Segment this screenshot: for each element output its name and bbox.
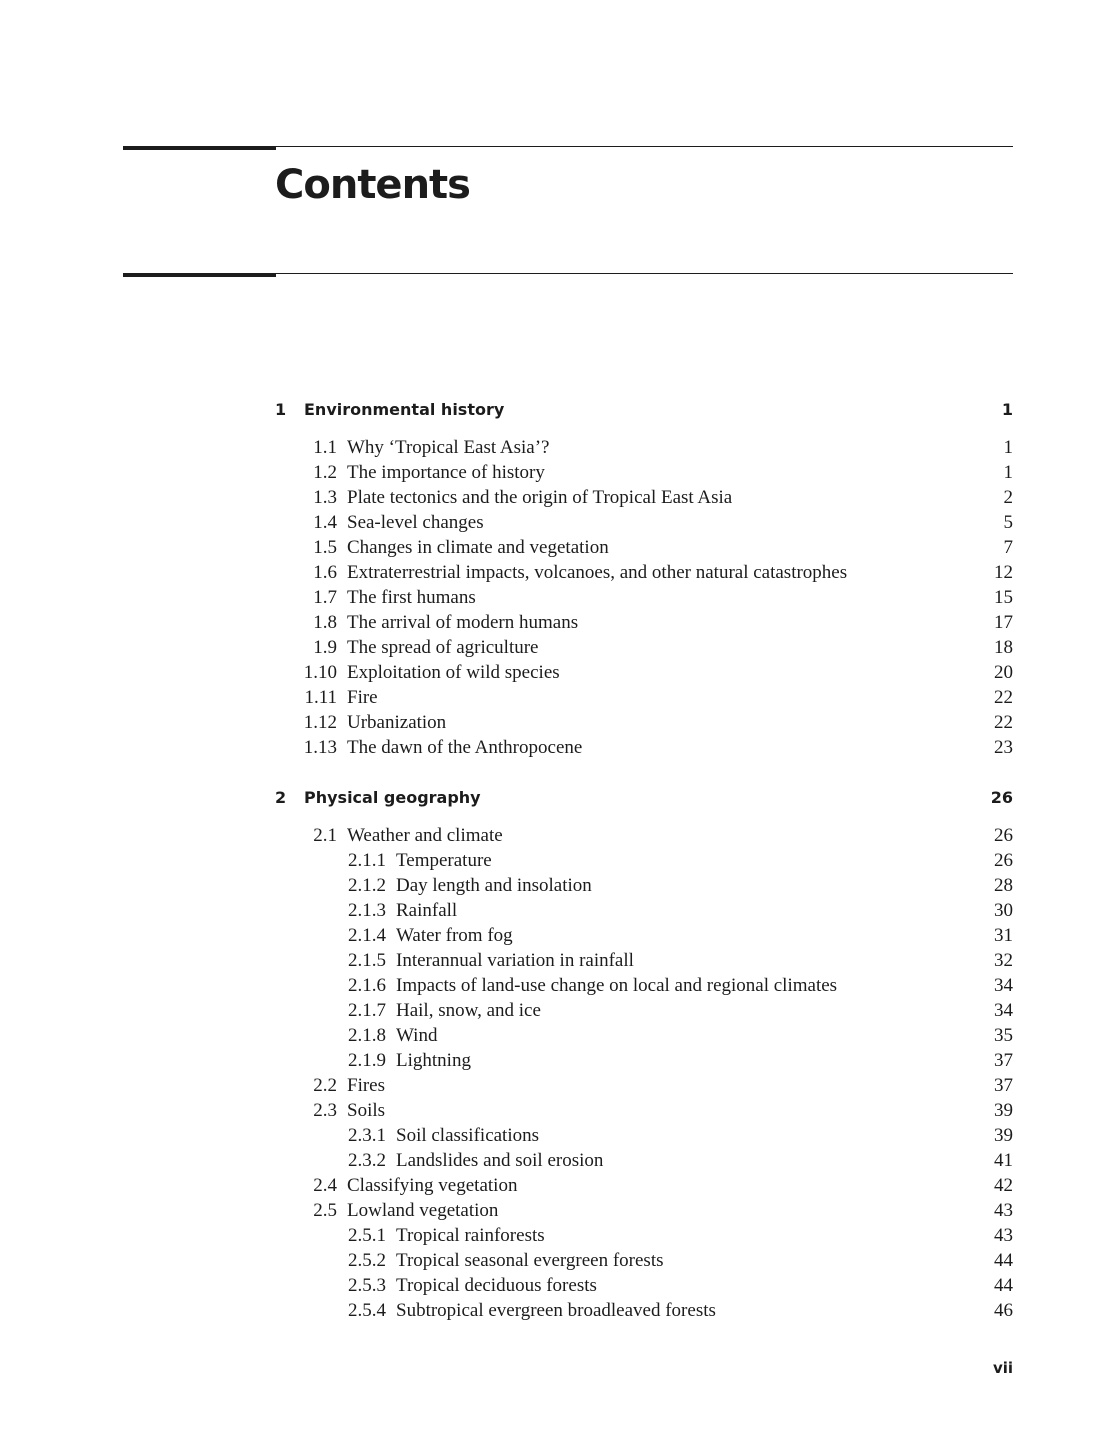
- entry-number: 2.1.8: [348, 1025, 386, 1046]
- toc-section[interactable]: [0, 736, 1013, 760]
- entry-page: 37: [994, 1075, 1013, 1096]
- entry-title: Wind: [396, 1025, 438, 1046]
- entry-title: Soils: [347, 1100, 386, 1121]
- entry-number: 1.2: [313, 462, 337, 483]
- entry-page: 35: [994, 1025, 1013, 1046]
- toc-subsection[interactable]: [0, 1274, 1013, 1298]
- entry-title: Temperature: [396, 850, 492, 871]
- toc-subsection[interactable]: [0, 1049, 1013, 1073]
- toc-subsection[interactable]: [0, 949, 1013, 973]
- entry-page: 2: [1003, 487, 1013, 508]
- entry-title: Water from fog: [396, 925, 513, 946]
- entry-title: The first humans: [347, 587, 476, 608]
- entry-number: 2.1.4: [348, 925, 386, 946]
- entry-page: 22: [994, 712, 1013, 733]
- toc-subsection[interactable]: [0, 1124, 1013, 1148]
- entry-number: 2.3: [313, 1100, 337, 1121]
- entry-page: 44: [994, 1275, 1013, 1296]
- entry-title: Hail, snow, and ice: [396, 1000, 541, 1021]
- entry-title: Lightning: [396, 1050, 471, 1071]
- entry-number: 2.3.2: [348, 1150, 386, 1171]
- toc-subsection[interactable]: [0, 924, 1013, 948]
- entry-page: 12: [994, 562, 1013, 583]
- toc-chapter[interactable]: [275, 398, 1013, 422]
- entry-number: 2.1.9: [348, 1050, 386, 1071]
- entry-number: 2.1.6: [348, 975, 386, 996]
- entry-title: Fires: [347, 1075, 385, 1096]
- entry-title: Tropical deciduous forests: [396, 1275, 597, 1296]
- toc-subsection[interactable]: [0, 1249, 1013, 1273]
- entry-title: Subtropical evergreen broadleaved forests: [396, 1300, 716, 1321]
- header-rule-thick: [123, 146, 276, 150]
- entry-title: Tropical seasonal evergreen forests: [396, 1250, 664, 1271]
- toc-section[interactable]: [0, 1099, 1013, 1123]
- entry-page: 23: [994, 737, 1013, 758]
- entry-title: Day length and insolation: [396, 875, 592, 896]
- toc-subsection[interactable]: [0, 999, 1013, 1023]
- entry-page: 42: [994, 1175, 1013, 1196]
- entry-number: 2.1.2: [348, 875, 386, 896]
- toc-section[interactable]: [0, 511, 1013, 535]
- header-rule-thin: [276, 146, 1013, 147]
- toc-section[interactable]: [0, 1174, 1013, 1198]
- entry-page: 5: [1003, 512, 1013, 533]
- toc-section[interactable]: [0, 711, 1013, 735]
- toc-subsection[interactable]: [0, 1224, 1013, 1248]
- entry-number: 1.6: [313, 562, 337, 583]
- entry-page: 17: [994, 612, 1013, 633]
- chapter-page: 1: [1001, 400, 1013, 419]
- page-title: Contents: [275, 162, 470, 208]
- entry-page: 37: [994, 1050, 1013, 1071]
- entry-title: The importance of history: [347, 462, 545, 483]
- entry-page: 22: [994, 687, 1013, 708]
- entry-number: 2.5.3: [348, 1275, 386, 1296]
- toc-section[interactable]: [0, 636, 1013, 660]
- entry-title: Why ‘Tropical East Asia’?: [347, 437, 550, 458]
- entry-number: 1.12: [303, 712, 337, 733]
- entry-title: Rainfall: [396, 900, 458, 921]
- toc-section[interactable]: [0, 686, 1013, 710]
- entry-number: 2.5.1: [348, 1225, 386, 1246]
- toc-subsection[interactable]: [0, 1299, 1013, 1323]
- entry-title: Impacts of land-use change on local and regional climates: [396, 975, 838, 996]
- entry-page: 34: [994, 975, 1013, 996]
- entry-page: 15: [994, 587, 1013, 608]
- entry-page: 28: [994, 875, 1013, 896]
- entry-title: The arrival of modern humans: [347, 612, 579, 633]
- entry-page: 26: [994, 850, 1013, 871]
- chapter-title: Physical geography: [304, 788, 481, 807]
- entry-number: 2.2: [313, 1075, 337, 1096]
- toc-section[interactable]: [0, 486, 1013, 510]
- entry-number: 1.1: [313, 437, 337, 458]
- entry-number: 1.3: [313, 487, 337, 508]
- toc-subsection[interactable]: [0, 899, 1013, 923]
- entry-page: 7: [1003, 537, 1013, 558]
- entry-number: 2.5: [313, 1200, 337, 1221]
- entry-title: Sea-level changes: [347, 512, 484, 533]
- entry-page: 26: [994, 825, 1013, 846]
- entry-number: 2.5.4: [348, 1300, 386, 1321]
- entry-title: Weather and climate: [347, 825, 503, 846]
- toc-subsection[interactable]: [0, 1024, 1013, 1048]
- entry-page: 44: [994, 1250, 1013, 1271]
- entry-title: The spread of agriculture: [347, 637, 539, 658]
- entry-page: 41: [994, 1150, 1013, 1171]
- entry-number: 1.11: [304, 687, 337, 708]
- entry-page: 34: [994, 1000, 1013, 1021]
- title-rule-thick: [123, 273, 276, 277]
- entry-page: 39: [994, 1125, 1013, 1146]
- entry-title: Extraterrestrial impacts, volcanoes, and other natural catastrophes: [347, 562, 848, 583]
- toc-subsection[interactable]: [0, 874, 1013, 898]
- chapter-title: Environmental history: [304, 400, 505, 419]
- toc-section[interactable]: [0, 661, 1013, 685]
- toc-chapter[interactable]: [275, 786, 1013, 810]
- entry-page: 18: [994, 637, 1013, 658]
- toc-subsection[interactable]: [0, 849, 1013, 873]
- entry-page: 31: [994, 925, 1013, 946]
- entry-page: 1: [1003, 437, 1013, 458]
- entry-number: 2.1.1: [348, 850, 386, 871]
- entry-number: 2.1.5: [348, 950, 386, 971]
- entry-number: 2.1.3: [348, 900, 386, 921]
- toc-subsection[interactable]: [0, 974, 1013, 998]
- chapter-page: 26: [990, 788, 1013, 807]
- toc-section[interactable]: [0, 436, 1013, 460]
- entry-number: 1.10: [303, 662, 337, 683]
- entry-title: Lowland vegetation: [347, 1200, 499, 1221]
- entry-title: Soil classifications: [396, 1125, 540, 1146]
- chapter-number: 2: [275, 788, 287, 807]
- entry-page: 39: [994, 1100, 1013, 1121]
- entry-number: 2.1: [313, 825, 337, 846]
- entry-page: 20: [994, 662, 1013, 683]
- entry-number: 1.5: [313, 537, 337, 558]
- toc-section[interactable]: [0, 536, 1013, 560]
- toc-section[interactable]: [0, 461, 1013, 485]
- entry-title: Plate tectonics and the origin of Tropical East Asia: [347, 487, 733, 508]
- entry-number: 2.5.2: [348, 1250, 386, 1271]
- toc-section[interactable]: [0, 1199, 1013, 1223]
- entry-title: Urbanization: [347, 712, 447, 733]
- entry-page: 1: [1003, 462, 1013, 483]
- toc-section[interactable]: [0, 611, 1013, 635]
- entry-title: Tropical rainforests: [396, 1225, 545, 1246]
- entry-title: Interannual variation in rainfall: [396, 950, 634, 971]
- entry-number: 1.4: [313, 512, 337, 533]
- entry-page: 46: [994, 1300, 1013, 1321]
- entry-number: 2.4: [313, 1175, 337, 1196]
- entry-number: 1.8: [313, 612, 337, 633]
- entry-number: 1.9: [313, 637, 337, 658]
- entry-title: The dawn of the Anthropocene: [347, 737, 583, 758]
- chapter-number: 1: [275, 400, 287, 419]
- entry-page: 43: [994, 1225, 1013, 1246]
- entry-page: 30: [994, 900, 1013, 921]
- title-rule-thin: [276, 273, 1013, 274]
- entry-number: 1.7: [313, 587, 337, 608]
- entry-number: 1.13: [303, 737, 337, 758]
- entry-number: 2.3.1: [348, 1125, 386, 1146]
- toc-section[interactable]: [0, 824, 1013, 848]
- entry-number: 2.1.7: [348, 1000, 386, 1021]
- entry-title: Landslides and soil erosion: [396, 1150, 604, 1171]
- entry-page: 43: [994, 1200, 1013, 1221]
- toc-section[interactable]: [0, 1074, 1013, 1098]
- toc-subsection[interactable]: [0, 1149, 1013, 1173]
- entry-page: 32: [994, 950, 1013, 971]
- toc-section[interactable]: [0, 561, 1013, 585]
- entry-title: Exploitation of wild species: [347, 662, 560, 683]
- page-folio: vii: [992, 1359, 1013, 1377]
- entry-title: Classifying vegetation: [347, 1175, 518, 1196]
- entry-title: Fire: [347, 687, 378, 708]
- toc-section[interactable]: [0, 586, 1013, 610]
- entry-title: Changes in climate and vegetation: [347, 537, 609, 558]
